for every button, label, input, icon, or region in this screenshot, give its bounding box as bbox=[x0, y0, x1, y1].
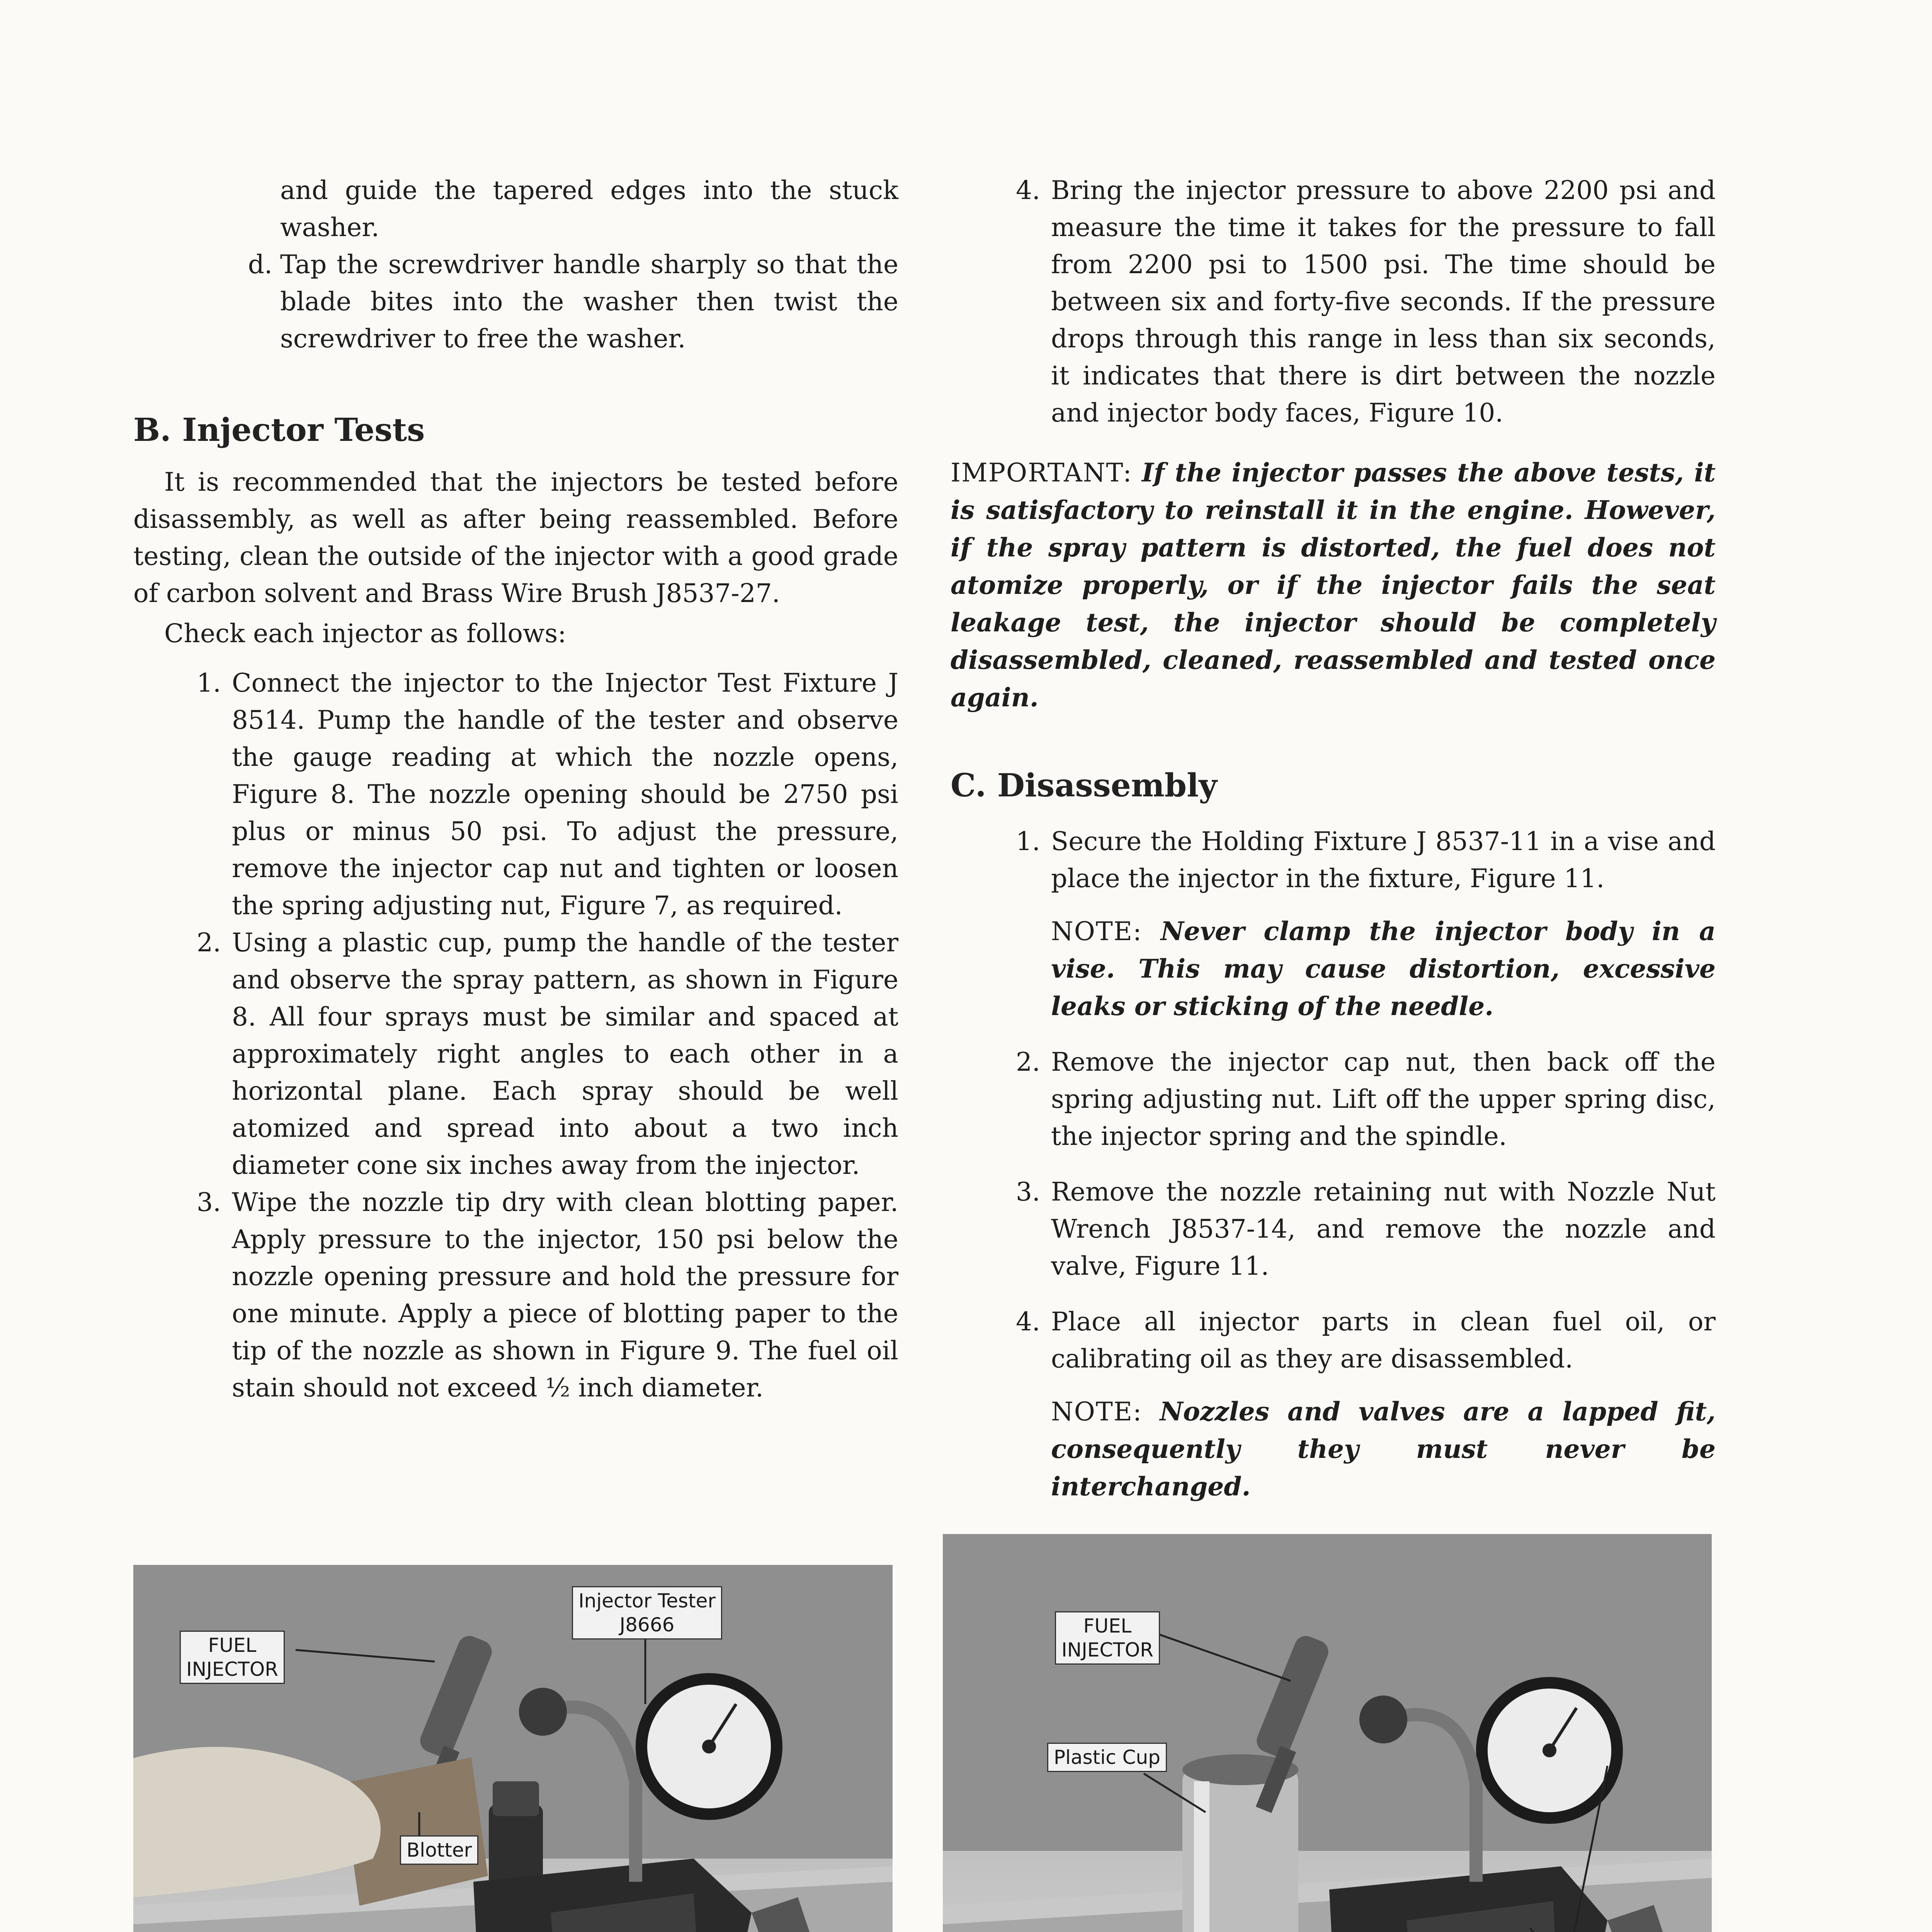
note-2-text: Nozzles and valves are a lapped fit, consequently they must never be interchanged. bbox=[1051, 1396, 1716, 1502]
label-injector-tester: Injector Tester J8666 bbox=[572, 1586, 722, 1639]
label-blotter: Blotter bbox=[400, 1835, 478, 1865]
check-line: Check each injector as follows: bbox=[164, 619, 566, 648]
step-item-4 bbox=[1016, 1303, 1716, 1378]
note-2 bbox=[1051, 1393, 1716, 1505]
step-number: 1. bbox=[1016, 827, 1040, 856]
figure-10-photo bbox=[943, 1534, 1712, 1932]
step-text: Secure the Holding Fixture J 8537-11 in a vise and place the injector in the fixture, Figure 11. bbox=[1051, 827, 1716, 893]
figure-9-photo bbox=[133, 1565, 893, 1932]
test-number: 4. bbox=[1016, 175, 1040, 205]
test-number: 2. bbox=[197, 928, 221, 957]
test-item-3 bbox=[197, 1184, 898, 1406]
disassembly-steps bbox=[1016, 823, 1716, 1505]
step-number: 3. bbox=[1016, 1177, 1040, 1207]
figure-10-illustration bbox=[943, 1534, 1712, 1932]
label-plastic-cup: Plastic Cup bbox=[1047, 1743, 1167, 1772]
section-b-paragraph: It is recommended that the injectors be tested before disassembly, as well as after being reassembled. Before testing, clean the outside of the injector with a good grade of carbon solvent and Brass Wire Brush J8537-27. bbox=[133, 467, 898, 608]
figure-9-illustration bbox=[133, 1565, 893, 1932]
test-text: Using a plastic cup, pump the handle of the tester and observe the spray pattern, as shown in Figure 8. All four sprays must be similar and spaced at approximately right angles to each other in a horizontal plane. Each spray should be well atomized and spread into about a two inch diameter cone six inches away from the injector. bbox=[232, 928, 898, 1180]
note-1-label: NOTE: bbox=[1051, 917, 1143, 946]
important-paragraph bbox=[951, 454, 1716, 716]
test-text: Bring the injector pressure to above 2200 psi and measure the time it takes for the pressure to fall from 2200 psi to 1500 psi. The time should be between six and forty-five seconds. If the pressure drops through this range in less than six seconds, it indicates that there is dirt between the nozzle and injector body faces, Figure 10. bbox=[1051, 175, 1716, 428]
step-text: Remove the injector cap nut, then back off the spring adjusting nut. Lift off the upper spring disc, the injector spring and the spindle. bbox=[1051, 1047, 1716, 1151]
note-1-text: Never clamp the injector body in a vise. This may cause distortion, excessive leaks or sticking of the needle. bbox=[1051, 916, 1716, 1021]
intro-line-continued: and guide the tapered edges into the stuck washer. bbox=[280, 175, 898, 242]
intro-item-d-text: Tap the screwdriver handle sharply so that the blade bites into the washer then twist the screwdriver to free the washer. bbox=[280, 250, 898, 354]
important-label: IMPORTANT: bbox=[951, 458, 1133, 488]
test-text: Connect the injector to the Injector Test Fixture J 8514. Pump the handle of the tester and observe the gauge reading at which the nozzle opens, Figure 8. The nozzle opening should be 2750 psi plus or minus 50 psi. To adjust the pressure, remove the injector cap nut and tighten or loosen the spring adjusting nut, Figure 7, as required. bbox=[232, 668, 898, 920]
step-item-3 bbox=[1016, 1173, 1716, 1285]
item-marker-d: d. bbox=[248, 250, 272, 279]
test-item-4 bbox=[1016, 172, 1716, 432]
step-item-1 bbox=[1016, 823, 1716, 897]
step-item-2 bbox=[1016, 1044, 1716, 1155]
note-2-label: NOTE: bbox=[1051, 1397, 1143, 1427]
test-list bbox=[197, 665, 898, 1406]
section-b-heading: B. Injector Tests bbox=[133, 412, 425, 449]
test-number: 1. bbox=[197, 668, 221, 698]
step-number: 2. bbox=[1016, 1047, 1040, 1077]
note-1 bbox=[1051, 913, 1716, 1025]
section-b-body bbox=[133, 464, 898, 652]
test-text: Wipe the nozzle tip dry with clean blotting paper. Apply pressure to the injector, 150 psi below the nozzle opening pressure and hold the pressure for one minute. Apply a piece of blotting paper to the tip of the nozzle as shown in Figure 9. The fuel oil stain should not exceed ½ inch diameter. bbox=[232, 1187, 898, 1403]
important-block bbox=[951, 454, 1716, 716]
section-c-heading: C. Disassembly bbox=[951, 767, 1217, 804]
intro-item-d bbox=[248, 246, 898, 357]
important-text: If the injector passes the above tests, it is satisfactory to reinstall it in the engine. However, if the spray pattern is distorted, the fuel does not atomize properly, or if the injector fails the seat leakage test, the injector should be completely disassembled, cleaned, reassembled and tested once again. bbox=[951, 457, 1716, 713]
label-fuel-injector: FUEL INJECTOR bbox=[1055, 1611, 1160, 1665]
test-item-2 bbox=[197, 924, 898, 1184]
test-item-1 bbox=[197, 665, 898, 924]
intro-continuation bbox=[248, 172, 898, 357]
label-fuel-injector: FUEL INJECTOR bbox=[180, 1631, 285, 1684]
step-number: 4. bbox=[1016, 1307, 1040, 1337]
test-number: 3. bbox=[197, 1187, 221, 1217]
step-text: Place all injector parts in clean fuel oil, or calibrating oil as they are disassembled. bbox=[1051, 1307, 1716, 1374]
step-text: Remove the nozzle retaining nut with Nozzle Nut Wrench J8537-14, and remove the nozzle and valve, Figure 11. bbox=[1051, 1177, 1716, 1281]
test-item-4-block bbox=[1016, 172, 1716, 432]
